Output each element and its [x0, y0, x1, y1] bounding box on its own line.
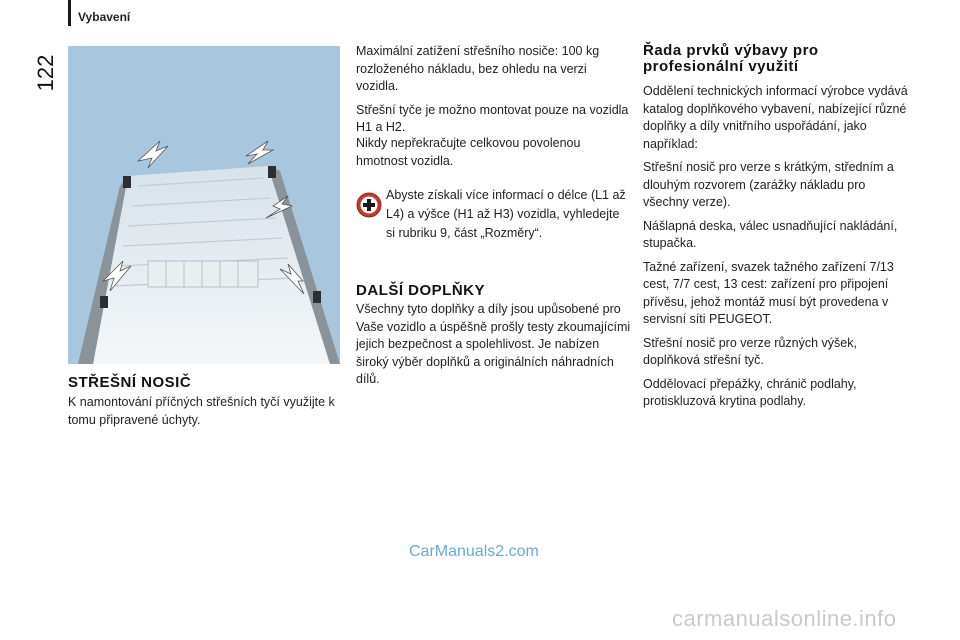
info-note-text: Abyste získali více informací o délce (L1 až L4) a výšce (H1 až H3) vozidla, vyhledejte si rubriku 9, část „Rozměry“. — [386, 188, 626, 240]
mount-point — [123, 176, 131, 188]
list-item: Střešní nosič pro verze s krátkým, středním a dlouhým rozvorem (zarážky nákladu pro všechny verze). — [643, 160, 894, 209]
weight-warning — [356, 135, 631, 176]
accessories-paragraph: Všechny tyto doplňky a díly jsou upůsobené pro Vaše vozidlo a úspěšně prošly testy zkoumajícími jejich bezpečnost a spolehlivost. Je nabízen široký výběr doplňků a originálních náhradních dílů. — [356, 302, 631, 386]
accessories-text — [356, 301, 631, 395]
roof-rack-paragraph: K namontování příčných střešních tyčí využijte k tomu připravené úchyty. — [68, 395, 335, 427]
professional-equipment-list — [643, 83, 913, 417]
list-item: Nášlapná deska, válec usnadňující nakládání, stupačka. — [643, 218, 898, 250]
mount-point — [268, 166, 276, 178]
page-margin-bar — [68, 0, 71, 26]
page-number: 122 — [33, 54, 58, 92]
list-item: Oddělovací přepážky, chránič podlahy, protiskluzová krytina podlahy. — [643, 376, 857, 408]
max-load-paragraph: Maximální zatížení střešního nosiče: 100 kg rozloženého nákladu, bez ohledu na verzi vozidla. — [356, 44, 600, 93]
mount-point — [100, 296, 108, 308]
list-item: Střešní nosič pro verze různých výšek, doplňková střešní tyč. — [643, 335, 857, 367]
roof-illustration — [68, 46, 340, 364]
watermark-carmanualsonline: carmanualsonline.info — [672, 606, 897, 631]
list-item: Tažné zařízení, svazek tažného zařízení 7/13 cest, 7/7 cest, 13 cest: zařízení pro připojení přívěsu, jehož montáž musí být provedena v servisní síti PEUGEOT. — [643, 259, 894, 326]
weight-warning-paragraph: Nikdy nepřekračujte celkovou povolenou hmotnost vozidla. — [356, 136, 581, 168]
list-item: Oddělení technických informací výrobce vydává katalog doplňkového vybavení, nabízející různé doplňky a díly vnitřního uspořádání, jako například: — [643, 84, 908, 151]
professional-equipment-title: Řada prvků výbavy pro profesionální využití — [643, 42, 819, 75]
bars-version-paragraph: Střešní tyče je možno montovat pouze na vozidla H1 a H2. — [356, 102, 629, 134]
mount-point — [313, 291, 321, 303]
watermark-carmanuals2: CarManuals2.com — [409, 543, 539, 560]
roof-photo — [68, 46, 340, 364]
roof-rack-text — [68, 394, 340, 435]
roof-vent — [148, 261, 258, 287]
roof-rack-title: STŘEŠNÍ NOSIČ — [68, 374, 192, 391]
section-title: Vybavení — [78, 10, 131, 24]
accessories-title: DALŠÍ DOPLŇKY — [356, 282, 486, 299]
plus-circle-icon — [356, 192, 382, 218]
load-info — [356, 43, 631, 143]
